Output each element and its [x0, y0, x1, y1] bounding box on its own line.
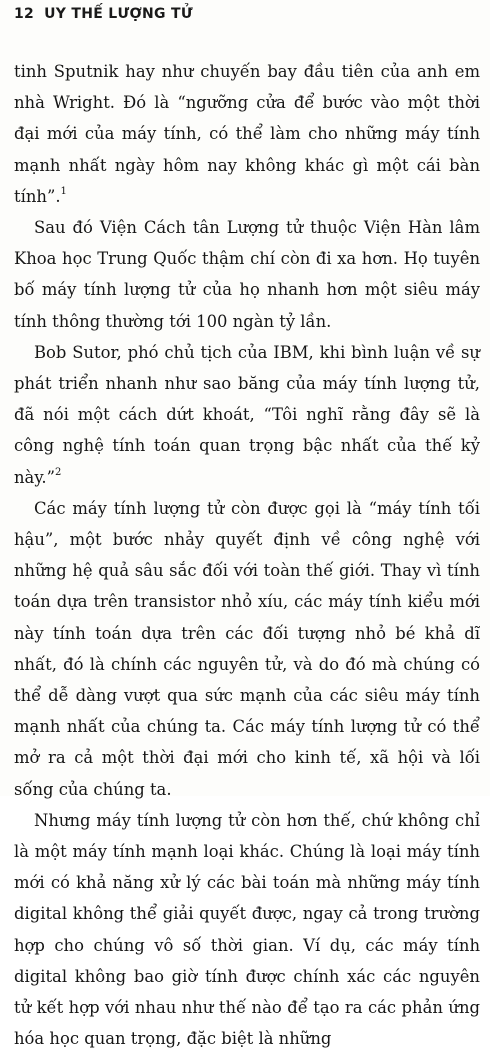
page-number: 12: [14, 6, 35, 22]
running-title: UY THẾ LƯỢNG TỬ: [44, 6, 193, 22]
paragraph-text: Bob Sutor, phó chủ tịch của IBM, khi bình luận về sự phát triển nhanh như sao băng của máy tính lượng tử, đã nói một cách dứt khoát, “Tôi nghĩ rằng đây sẽ là công nghệ tính toán quan trọng bậc nhất của thế kỷ này.”: [14, 342, 480, 487]
paragraph-text: Nhưng máy tính lượng tử còn hơn thế, chứ không chỉ là một máy tính mạnh loại khác. Chúng là loại máy tính mới có khả năng xử lý các bài toán mà những máy tính digital không thể giải quyết được, ngay cả trong trường hợp cho chúng vô số thời gian. Ví dụ, các máy tính digital không bao giờ tính được chính xác các nguyên tử kết hợp với nhau như thế nào để tạo ra các phản ứng hóa học quan trọng, đặc biệt là những: [14, 810, 480, 1049]
paragraph: [14, 212, 480, 337]
paragraph-text: Các máy tính lượng tử còn được gọi là “máy tính tối hậu”, một bước nhảy quyết định về công nghệ với những hệ quả sâu sắc đối với toàn thế giới. Thay vì tính toán dựa trên transistor nhỏ xíu, các máy tính kiểu mới này tính toán dựa trên các đối tượng nhỏ bé khả dĩ nhất, đó là chính các nguyên tử, và do đó mà chúng có thể dễ dàng vượt qua sức mạnh của các siêu máy tính mạnh nhất của chúng ta. Các máy tính lượng tử có thể mở ra cả một thời đại mới cho kinh tế, xã hội và lối sống của chúng ta.: [14, 498, 480, 799]
paragraph: [14, 56, 480, 212]
paragraph-text: Sau đó Viện Cách tân Lượng tử thuộc Viện Hàn lâm Khoa học Trung Quốc thậm chí còn đi xa hơn. Họ tuyên bố máy tính lượng tử của họ nhanh hơn một siêu máy tính thông thường tới 100 ngàn tỷ lần.: [14, 218, 480, 331]
paragraph: [14, 805, 480, 1055]
page-header: [14, 6, 193, 28]
footnote-marker: 1: [60, 186, 67, 198]
paragraph: [14, 493, 480, 805]
footnote-marker: 2: [55, 467, 62, 479]
paragraph-text: tinh Sputnik hay như chuyến bay đầu tiên của anh em nhà Wright. Đó là “ngưỡng cửa để bước vào một thời đại mới của máy tính, có thể làm cho những máy tính mạnh nhất ngày hôm nay không khác gì một cái bàn tính”.: [14, 62, 480, 206]
paragraph: [14, 337, 480, 493]
page-body: [14, 56, 480, 1055]
